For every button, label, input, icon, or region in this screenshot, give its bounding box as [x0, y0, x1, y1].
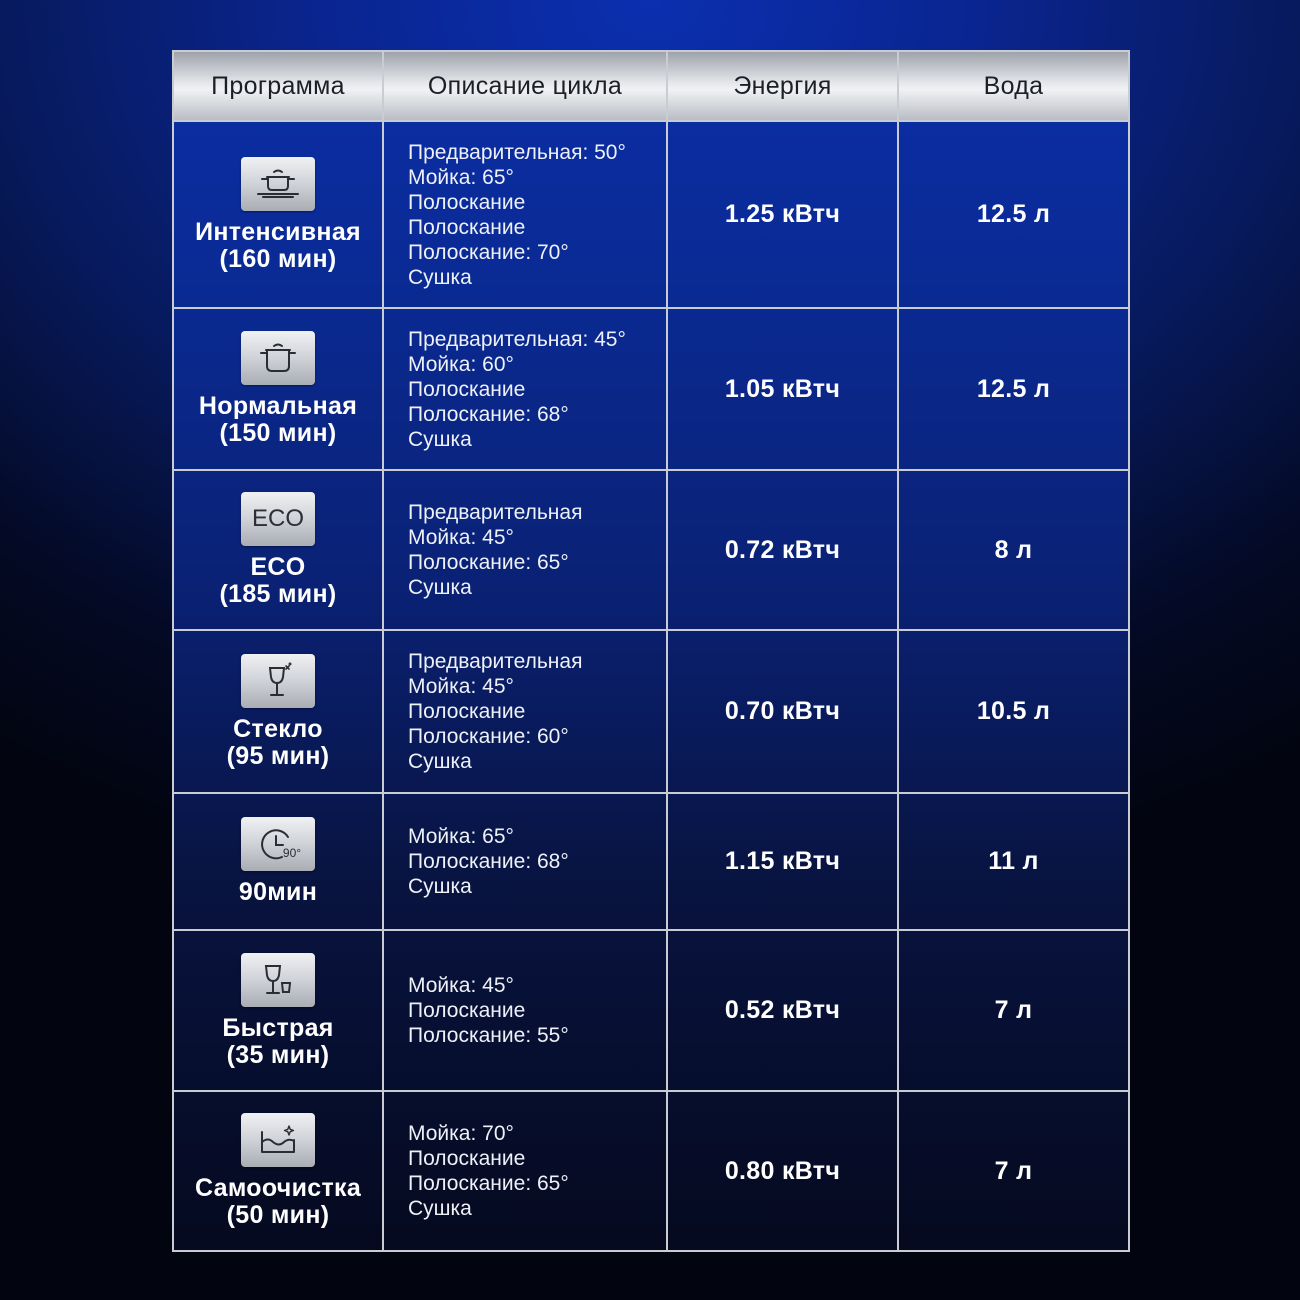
cycle-step: Полоскание: 68° [408, 402, 569, 426]
pot-icon [241, 331, 315, 385]
cycle-step: Полоскание [408, 190, 526, 214]
program-name: Стекло [233, 714, 323, 743]
cycle-step: Мойка: 45° [408, 974, 514, 997]
water-value: 8 л [898, 470, 1129, 630]
cycle-step: Мойка: 45° [408, 526, 514, 549]
energy-value: 0.52 кВтч [667, 930, 898, 1091]
cycle-step: Сушка [408, 875, 472, 898]
water-value: 12.5 л [898, 121, 1129, 308]
eco-icon-label: ECO [251, 505, 304, 532]
self-clean-icon [241, 1113, 315, 1167]
cycle-step: Сушка [408, 265, 472, 289]
cycle-step: Мойка: 45° [408, 675, 514, 698]
water-value: 11 л [898, 793, 1129, 930]
cycle-step: Сушка [408, 1197, 472, 1220]
program-cell [173, 121, 383, 308]
cycle-description [383, 793, 667, 930]
table-row [173, 308, 1129, 470]
cycle-step: Полоскание: 65° [408, 551, 569, 574]
cycle-description [383, 630, 667, 793]
energy-value: 0.72 кВтч [667, 470, 898, 630]
header-water: Вода [898, 51, 1129, 121]
cycle-step: Мойка: 65° [408, 165, 514, 189]
program-name: Быстрая [222, 1013, 334, 1042]
program-cell [173, 793, 383, 930]
table-row [173, 630, 1129, 793]
table-row [173, 470, 1129, 630]
cycle-step: Полоскание: 55° [408, 1024, 569, 1047]
program-duration: (185 мин) [219, 580, 337, 608]
energy-value: 1.05 кВтч [667, 308, 898, 470]
cycle-step: Полоскание: 60° [408, 725, 569, 748]
cycle-step: Полоскание: 68° [408, 850, 569, 873]
program-cell [173, 308, 383, 470]
program-cell [173, 630, 383, 793]
cycle-step: Мойка: 60° [408, 352, 514, 376]
program-cell [173, 470, 383, 630]
energy-value: 1.15 кВтч [667, 793, 898, 930]
cycle-step: Предварительная [408, 501, 583, 524]
cycle-description [383, 1091, 667, 1251]
water-value: 7 л [898, 930, 1129, 1091]
header-cycle-description: Описание цикла [383, 51, 667, 121]
cycle-step: Полоскание: 65° [408, 1172, 569, 1195]
program-name: 90мин [238, 878, 318, 906]
cycle-step: Мойка: 65° [408, 825, 514, 848]
water-value: 12.5 л [898, 308, 1129, 470]
cycle-step: Полоскание: 70° [408, 240, 569, 264]
cycle-step: Сушка [408, 427, 472, 451]
clock-90-icon [241, 817, 315, 871]
energy-value: 0.80 кВтч [667, 1091, 898, 1251]
pot-on-plate-icon [241, 157, 315, 211]
program-cell [173, 1091, 383, 1251]
cycle-step: Полоскание [408, 377, 526, 401]
program-name: ECO [250, 553, 306, 581]
cycle-step: Предварительная [408, 650, 583, 673]
header-row [173, 51, 1129, 121]
table-row [173, 930, 1129, 1091]
table-row [173, 1091, 1129, 1251]
energy-value: 1.25 кВтч [667, 121, 898, 308]
program-duration: (35 мин) [226, 1040, 330, 1069]
cycle-step: Сушка [408, 750, 472, 773]
cycle-step: Предварительная: 50° [408, 140, 626, 164]
cycle-description [383, 121, 667, 308]
table-row [173, 793, 1129, 930]
program-name: Нормальная [198, 392, 358, 420]
eco-icon [241, 492, 315, 546]
water-value: 10.5 л [898, 630, 1129, 793]
cycle-step: Мойка: 70° [408, 1122, 514, 1145]
cycle-description [383, 308, 667, 470]
cycle-description [383, 930, 667, 1091]
program-table-container [172, 50, 1128, 1250]
clock-90-label: 90° [282, 846, 302, 860]
table-row [173, 121, 1129, 308]
cycle-step: Полоскание [408, 215, 526, 239]
cycle-description [383, 470, 667, 630]
water-value: 7 л [898, 1091, 1129, 1251]
wine-glass-icon [241, 654, 315, 708]
header-program: Программа [173, 51, 383, 121]
program-duration: (150 мин) [219, 419, 337, 447]
glass-and-cup-icon [241, 953, 315, 1007]
cycle-step: Полоскание [408, 999, 526, 1022]
program-duration: (50 мин) [226, 1201, 330, 1229]
program-cell [173, 930, 383, 1091]
header-energy: Энергия [667, 51, 898, 121]
cycle-step: Полоскание [408, 1147, 526, 1170]
cycle-step: Полоскание [408, 700, 526, 723]
program-name: Интенсивная [195, 217, 361, 246]
program-name: Самоочистка [194, 1174, 362, 1202]
energy-value: 0.70 кВтч [667, 630, 898, 793]
program-table [172, 50, 1130, 1252]
cycle-step: Сушка [408, 576, 472, 599]
cycle-step: Предварительная: 45° [408, 327, 626, 351]
program-duration: (95 мин) [226, 741, 330, 770]
program-duration: (160 мин) [219, 244, 337, 273]
